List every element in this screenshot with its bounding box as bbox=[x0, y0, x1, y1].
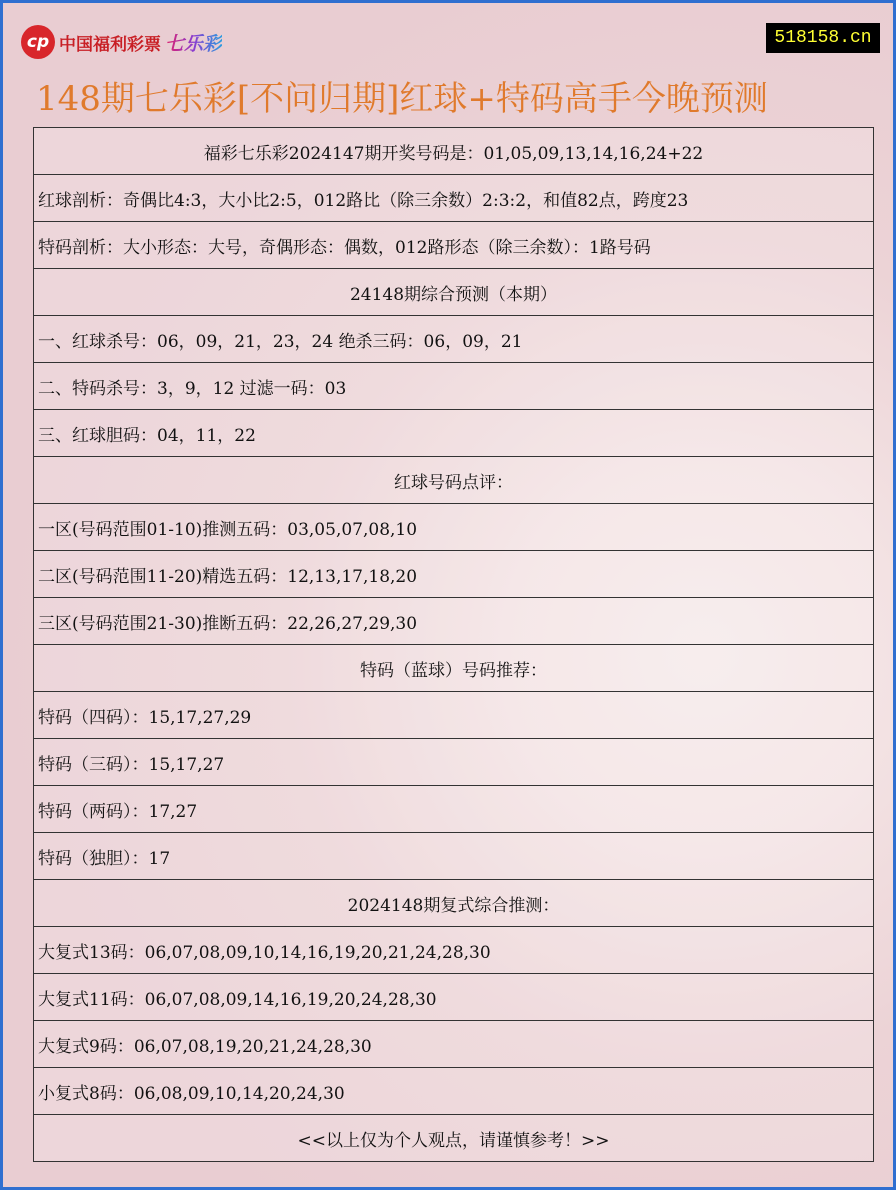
table-row: 二区(号码范围11-20)精选五码：12,13,17,18,20 bbox=[34, 551, 873, 598]
table-row: 特码（三码）：15,17,27 bbox=[34, 739, 873, 786]
section-header-row: 特码（蓝球）号码推荐： bbox=[34, 645, 873, 692]
table-row: 大复式11码：06,07,08,09,14,16,19,20,24,28,30 bbox=[34, 974, 873, 1021]
cwl-logo-icon: cp bbox=[21, 25, 55, 59]
table-row: 特码剖析：大小形态：大号，奇偶形态：偶数，012路形态（除三余数）：1路号码 bbox=[34, 222, 873, 269]
table-row: 二、特码杀号：3，9，12 过滤一码：03 bbox=[34, 363, 873, 410]
section-header-row: 2024148期复式综合推测： bbox=[34, 880, 873, 927]
table-row: 大复式9码：06,07,08,19,20,21,24,28,30 bbox=[34, 1021, 873, 1068]
prediction-table bbox=[33, 127, 874, 1162]
page-title: 148期七乐彩[不问归期]红球+特码高手今晚预测 bbox=[36, 79, 768, 119]
table-row: 特码（四码）：15,17,27,29 bbox=[34, 692, 873, 739]
section-header-row: 24148期综合预测（本期） bbox=[34, 269, 873, 316]
section-header-row: <<以上仅为个人观点，请谨慎参考！>> bbox=[34, 1115, 873, 1162]
table-row: 特码（独胆）：17 bbox=[34, 833, 873, 880]
table-row: 一、红球杀号：06，09，21，23，24 绝杀三码：06，09，21 bbox=[34, 316, 873, 363]
section-header-row: 红球号码点评： bbox=[34, 457, 873, 504]
site-badge[interactable]: 518158.cn bbox=[766, 23, 880, 53]
table-row: 特码（两码）：17,27 bbox=[34, 786, 873, 833]
table-row: 大复式13码：06,07,08,09,10,14,16,19,20,21,24,28,30 bbox=[34, 927, 873, 974]
table-row: 一区(号码范围01-10)推测五码：03,05,07,08,10 bbox=[34, 504, 873, 551]
logo-text: 中国福利彩票 bbox=[59, 34, 161, 55]
table-row: 三、红球胆码：04，11，22 bbox=[34, 410, 873, 457]
table-row: 小复式8码：06,08,09,10,14,20,24,30 bbox=[34, 1068, 873, 1115]
table-row: 三区(号码范围21-30)推断五码：22,26,27,29,30 bbox=[34, 598, 873, 645]
section-header-row: 福彩七乐彩2024147期开奖号码是：01,05,09,13,14,16,24+22 bbox=[34, 128, 873, 175]
lottery-logo bbox=[21, 25, 222, 59]
table-row: 红球剖析：奇偶比4:3，大小比2:5，012路比（除三余数）2:3:2，和值82点，跨度23 bbox=[34, 175, 873, 222]
logo-brand: 七乐彩 bbox=[165, 29, 222, 56]
